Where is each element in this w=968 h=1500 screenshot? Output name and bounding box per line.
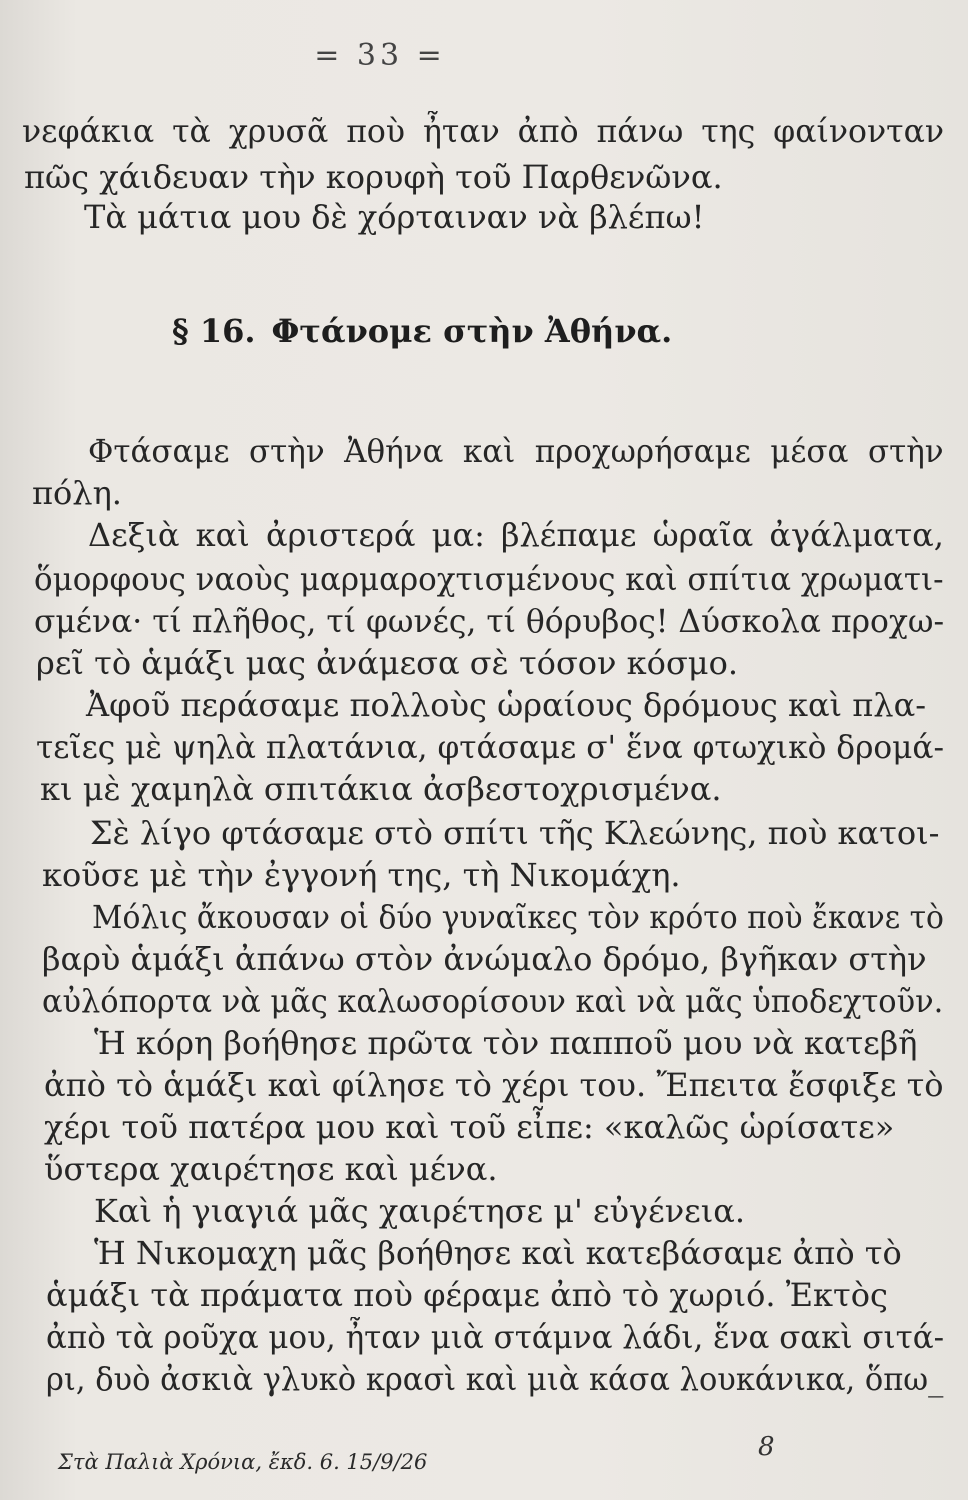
text-line: νεφάκια τὰ χρυσᾶ ποὺ ἦταν ἀπὸ πάνω της φαίνονταν: [22, 112, 945, 150]
text-line: Ἡ κόρη βοήθησε πρῶτα τὸν παπποῦ μου νὰ κατεβῆ: [94, 1024, 918, 1062]
text-line: αὐλόπορτα νὰ μᾶς καλωσορίσουν καὶ νὰ μᾶς ὑποδεχτοῦν.: [42, 982, 944, 1020]
text-line: ὕστερα χαιρέτησε καὶ μένα.: [44, 1150, 498, 1188]
signature-mark: 8: [758, 1432, 775, 1462]
text-line: ὅμορφους ναοὺς μαρμαροχτισμένους καὶ σπίτια χρωματι-: [34, 560, 944, 598]
text-line: Καὶ ἡ γιαγιά μᾶς χαιρέτησε μ' εὐγένεια.: [94, 1192, 746, 1230]
page-number: = 33 =: [314, 38, 446, 73]
text-line: ρεῖ τὸ ἁμάξι μας ἀνάμεσα σὲ τόσον κόσμο.: [36, 644, 739, 682]
text-line: Ἡ Νικομαχη μᾶς βοήθησε καὶ κατεβάσαμε ἀπὸ τὸ: [94, 1234, 902, 1272]
text-line: κοῦσε μὲ τὴν ἐγγονή της, τὴ Νικομάχη.: [42, 856, 681, 894]
footer-imprint: Στὰ Παλιὰ Χρόνια, ἔκδ. 6. 15/9/26: [58, 1450, 428, 1474]
section-title: Φτάνομε στὴν Ἀθήνα.: [271, 312, 673, 350]
text-line: χέρι τοῦ πατέρα μου καὶ τοῦ εἶπε: «καλῶς ὡρίσατε»: [44, 1108, 895, 1146]
text-line: ἀπὸ τὸ ἁμάξι καὶ φίλησε τὸ χέρι του. Ἔπειτα ἔσφιξε τὸ: [44, 1066, 944, 1104]
text-line: κι μὲ χαμηλὰ σπιτάκια ἀσβεστοχρισμένα.: [40, 770, 722, 808]
text-line: Μόλις ἄκουσαν οἱ δύο γυναῖκες τὸν κρότο ποὺ ἔκανε τὸ: [92, 898, 944, 936]
text-line: πῶς χάιδευαν τὴν κορυφὴ τοῦ Παρθενῶνα.: [24, 158, 723, 196]
text-line: σμένα· τί πλῆθος, τί φωνές, τί θόρυβος! Δύσκολα προχω-: [34, 602, 945, 640]
text-line: Σὲ λίγο φτάσαμε στὸ σπίτι τῆς Κλεώνης, ποὺ κατοι-: [90, 814, 940, 852]
text-line: ἁμάξι τὰ πράματα ποὺ φέραμε ἀπὸ τὸ χωριό. Ἐκτὸς: [46, 1276, 888, 1314]
text-line: Δεξιὰ καὶ ἀριστερά μα: βλέπαμε ὡραῖα ἀγάλματα,: [88, 516, 944, 554]
text-line: Ἀφοῦ περάσαμε πολλοὺς ὡραίους δρόμους καὶ πλα-: [86, 686, 926, 724]
text-line: βαρὺ ἁμάξι ἀπάνω στὸν ἀνώμαλο δρόμο, βγῆκαν στὴν: [42, 940, 927, 978]
text-line: τεῖες μὲ ψηλὰ πλατάνια, φτάσαμε σ' ἕνα φτωχικὸ δρομά-: [36, 728, 944, 766]
section-number: § 16.: [172, 312, 256, 350]
text-line: ρι, δυὸ ἀσκιὰ γλυκὸ κρασὶ καὶ μιὰ κάσα λουκάνικα, ὅπω_: [46, 1360, 944, 1398]
text-line: Τὰ μάτια μου δὲ χόρταιναν νὰ βλέπω!: [84, 198, 705, 236]
text-line: πόλη.: [32, 474, 122, 512]
text-line: ἀπὸ τὰ ροῦχα μου, ἦταν μιὰ στάμνα λάδι, ἕνα σακὶ σιτά-: [46, 1318, 945, 1356]
section-heading: [172, 312, 672, 350]
text-line: Φτάσαμε στὴν Ἀθήνα καὶ προχωρήσαμε μέσα στὴν: [88, 432, 944, 470]
